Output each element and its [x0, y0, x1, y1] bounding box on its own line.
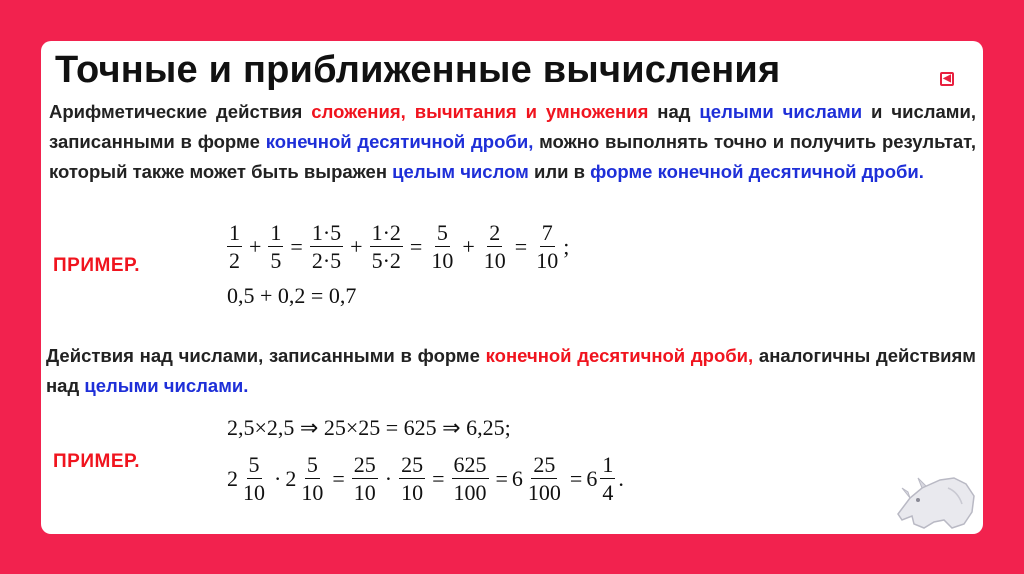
slide-card [41, 41, 983, 534]
text-segment: или в [528, 161, 591, 182]
highlight-integer: целым числом [392, 161, 529, 182]
fraction: $\frac{25}{10}$ [401, 452, 424, 506]
operator: = [290, 233, 303, 259]
example-label-2: ПРИМЕР. [53, 451, 141, 472]
operator: + [249, 233, 262, 259]
highlight-decimal-fraction: конечной десятичной дроби, [485, 345, 754, 366]
operator: · [274, 465, 282, 491]
operator: + [350, 233, 363, 259]
highlight-decimal-fraction: конечной десятичной дроби, [265, 131, 534, 152]
paragraph-decimal-operations [46, 341, 976, 401]
period: . [618, 465, 624, 491]
mixed-number: 2 $\frac{5}{10}$ [285, 452, 324, 506]
math-line-decimal-product: 2,5×2,5 ⇒ 25×25 = 625 ⇒ 6,25; [227, 415, 511, 440]
math-line-mixed-product [227, 453, 624, 504]
operator: = [495, 465, 508, 491]
slide-title: Точные и приближенные вычисления [55, 49, 781, 91]
rhino-mascot-icon [888, 458, 980, 532]
operator: = [514, 233, 528, 259]
fraction: $\frac{1}{2}$ [229, 220, 240, 274]
text-segment: над [648, 101, 700, 122]
fraction: $\frac{1\cdot 5}{2\cdot 5}$ [311, 220, 342, 274]
fraction: $\frac{625}{100}$ [453, 452, 487, 506]
fraction: $\frac{2}{10}$ [483, 220, 506, 274]
back-arrow-icon[interactable]: ◀ [940, 72, 954, 86]
operator: = [432, 465, 445, 491]
highlight-integers: целыми числами [699, 101, 863, 122]
paragraph-arithmetic-operations [49, 97, 976, 187]
operator: · [384, 465, 393, 491]
highlight-operations: сложения, вычитания и умножения [311, 101, 649, 122]
highlight-integers: целыми числами. [84, 375, 249, 396]
mixed-number: 6 $\frac{1}{4}$ [586, 452, 614, 506]
text-segment: аналогичны действиям над [46, 345, 976, 396]
text-segment: Арифметические действия [49, 101, 312, 122]
example-label-1: ПРИМЕР. [53, 255, 141, 276]
semicolon: ; [563, 233, 570, 259]
fraction: $\frac{1\cdot 2}{5\cdot 2}$ [371, 220, 401, 274]
operator: = [569, 465, 583, 491]
operator: = [409, 233, 423, 259]
text-segment: Действия над числами, записанными в форме [46, 345, 486, 366]
fraction: $\frac{5}{10}$ [431, 220, 454, 274]
highlight-decimal-form: форме конечной десятичной дроби. [590, 161, 924, 182]
operator: = [332, 465, 345, 491]
operator: + [462, 233, 475, 259]
mixed-number: 6 $\frac{25}{100}$ [511, 452, 561, 506]
math-line-decimal-sum: 0,5 + 0,2 = 0,7 [227, 283, 357, 308]
fraction: $\frac{25}{10}$ [353, 452, 376, 506]
fraction: $\frac{7}{10}$ [536, 220, 559, 274]
text-segment: можно выполнять точно и получить результат, который также может быть выражен [49, 131, 976, 182]
text-segment: и числами, записанными в форме [49, 101, 976, 152]
math-line-fractions-sum [224, 221, 569, 272]
mixed-number: 2 $\frac{5}{10}$ [227, 452, 265, 506]
fraction: $\frac{1}{5}$ [270, 220, 282, 274]
